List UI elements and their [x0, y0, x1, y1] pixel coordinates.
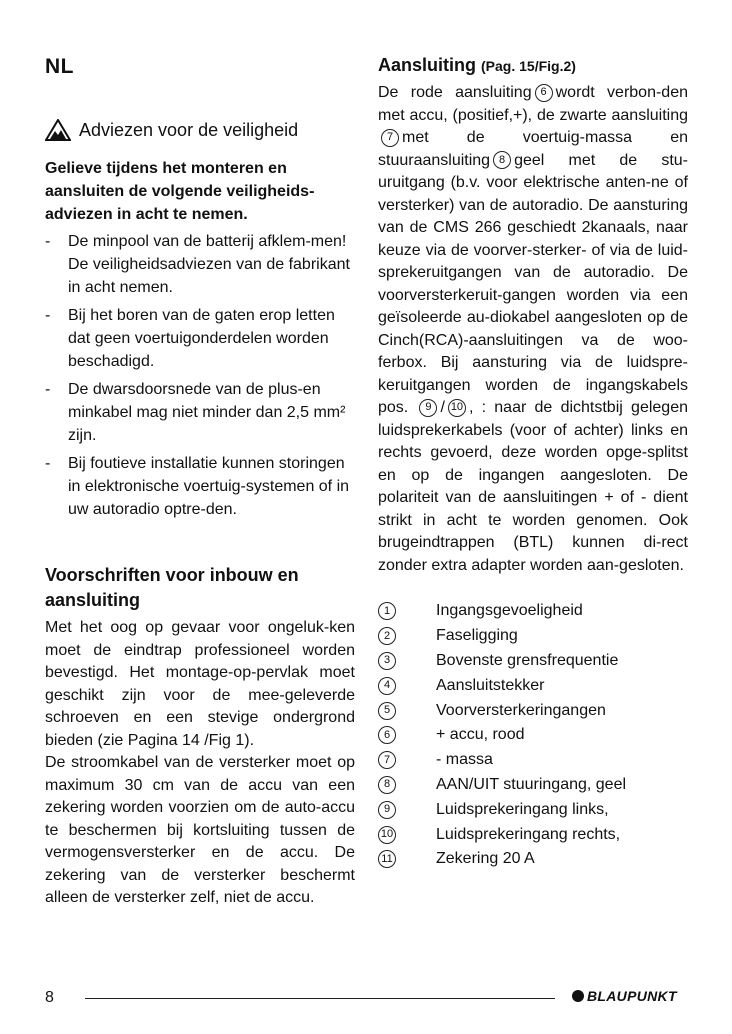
- footer-divider: [85, 998, 555, 999]
- connection-reference: (Pag. 15/Fig.2): [481, 58, 576, 74]
- safety-heading: [45, 119, 355, 141]
- legend-text: - massa: [436, 751, 493, 769]
- legend-text: Bovenste grensfrequentie: [436, 651, 619, 669]
- installation-heading: Voorschriften voor inbouw en aansluiting: [45, 565, 299, 610]
- legend-text: Faseligging: [436, 627, 518, 645]
- callout-number: 6: [535, 84, 553, 102]
- legend-item: [378, 797, 688, 822]
- legend-item: [378, 698, 688, 723]
- legend-number: 2: [378, 627, 396, 645]
- text-run: met de voertuig-massa en stuuraansluiting: [378, 129, 688, 169]
- legend-text: Luidsprekeringang rechts,: [436, 825, 621, 843]
- legend-number: 4: [378, 677, 396, 695]
- safety-title: Adviezen voor de veiligheid: [79, 119, 299, 140]
- brand-name: BLAUPUNKT: [587, 988, 677, 1004]
- legend-item: [378, 599, 688, 624]
- page-number: 8: [45, 989, 54, 1006]
- list-item-text: Bij het boren van de gaten erop letten dat geen voertuigonderdelen worden beschadigd.: [68, 307, 335, 370]
- brand-logo: [572, 988, 677, 1004]
- blaupunkt-dot-icon: [572, 990, 584, 1002]
- legend-item: [378, 649, 688, 674]
- legend-text: Aansluitstekker: [436, 676, 545, 694]
- text-run: geel met de stu-uruitgang (b.v. voor elektrische anten-ne of versterker) van de autoradio. De aansturing van de CMS 266 geschiedt 2kanaals, naar keuze via de voorver-sterker- of via de luid-sprekeruitgangen van de autoradio. De voorversterkeruit-gangen worden via een geïsoleerde au-diokabel aangesloten op de Cinch(RCA)-aansluitingen va de woo-ferbox. Bij aansturing via de luidspre-keruitgangen worden de ingangskabels pos.: [378, 151, 688, 416]
- list-item-text: De dwarsdoorsnede van de plus-en minkabel mag niet minder dan 2,5 mm² zijn.: [68, 381, 346, 444]
- legend-number: 6: [378, 726, 396, 744]
- legend-number: 8: [378, 776, 396, 794]
- legend-item: [378, 847, 688, 872]
- legend-text: Luidsprekeringang links,: [436, 800, 609, 818]
- list-item-text: De minpool van de batterij afklem-men! De veiligheidsadviezen van de fabrikant in acht nemen.: [68, 233, 350, 296]
- text-run: wordt verbon-den met accu, (positief,+), de zwarte aansluiting: [378, 84, 688, 124]
- callout-number: 7: [381, 129, 399, 147]
- legend-number: 3: [378, 652, 396, 670]
- language-label: NL: [45, 55, 74, 78]
- connection-title: Aansluiting: [378, 55, 476, 75]
- safety-intro: Gelieve tijdens het monteren en aansluiten de volgende veiligheids-adviezen in acht te nemen.: [45, 160, 315, 223]
- installation-paragraph-1: Met het oog op gevaar voor ongeluk-ken moet de eindtrap professioneel worden bevestigd. Het montage-op-pervlak moet geschikt zijn voor de mee-geleverde schroeven en een stevige ondergrond bieden (zie Pagina 14 /Fig 1).: [45, 619, 355, 749]
- legend-text: Zekering 20 A: [436, 850, 535, 868]
- list-item-text: Bij foutieve installatie kunnen storingen in elektronische voertuig-systemen of in uw autoradio optre-den.: [68, 455, 350, 518]
- left-column: [45, 55, 355, 910]
- legend-number: 10: [378, 826, 396, 844]
- legend-list: [378, 599, 688, 872]
- legend-item: [378, 624, 688, 649]
- legend-number: 7: [378, 751, 396, 769]
- legend-number: 11: [378, 850, 396, 868]
- text-run: , : naar de dichtstbij gelegen luidsprekerkabels (voor of achter) links en rechts gevoerd, deze worden opge-splitst en op de ingangen aangesloten. De polariteit van de aansluitingen + of - dient strikt in acht te worden genomen. Ook brugeindtrappen (BTL) kunnen di-rect zonder extra adapter worden aan-gesloten.: [378, 399, 688, 574]
- connection-heading: [378, 55, 688, 76]
- installation-paragraph-2: De stroomkabel van de versterker moet op maximum 30 cm van de accu van een zekering worden voorzien om de auto-accu te beschermen bij kortsluiting tussen de vermogensversterker en de accu. De zekering van de versterker beschermt alleen de versterker zelf, niet de accu.: [45, 754, 355, 906]
- legend-item: [378, 773, 688, 798]
- legend-text: + accu, rood: [436, 726, 525, 744]
- right-column: [378, 55, 688, 872]
- list-item: - De dwarsdoorsnede van de plus-en minkabel mag niet minder dan 2,5 mm² zijn.: [45, 381, 346, 444]
- safety-list: [45, 230, 355, 521]
- legend-number: 1: [378, 602, 396, 620]
- list-item: - De minpool van de batterij afklem-men! De veiligheidsadviezen van de fabrikant in acht nemen.: [45, 233, 350, 296]
- text-run: De rode aansluiting: [378, 84, 532, 101]
- callout-number: 8: [493, 151, 511, 169]
- legend-number: 9: [378, 801, 396, 819]
- callout-number: 9: [419, 399, 437, 417]
- legend-text: Voorversterkeringangen: [436, 701, 606, 719]
- legend-number: 5: [378, 702, 396, 720]
- legend-text: AAN/UIT stuuringang, geel: [436, 775, 627, 793]
- connection-paragraph: [378, 82, 688, 577]
- list-item: - Bij het boren van de gaten erop letten dat geen voertuigonderdelen worden beschadigd.: [45, 307, 335, 370]
- warning-triangle-icon: [45, 119, 71, 141]
- text-run: /: [440, 399, 445, 416]
- legend-item: [378, 822, 688, 847]
- list-item: - Bij foutieve installatie kunnen storingen in elektronische voertuig-systemen of in uw autoradio optre-den.: [45, 455, 350, 518]
- callout-number: 10: [448, 399, 466, 417]
- legend-text: Ingangsgevoeligheid: [436, 602, 583, 620]
- legend-item: [378, 673, 688, 698]
- legend-item: [378, 723, 688, 748]
- legend-item: [378, 748, 688, 773]
